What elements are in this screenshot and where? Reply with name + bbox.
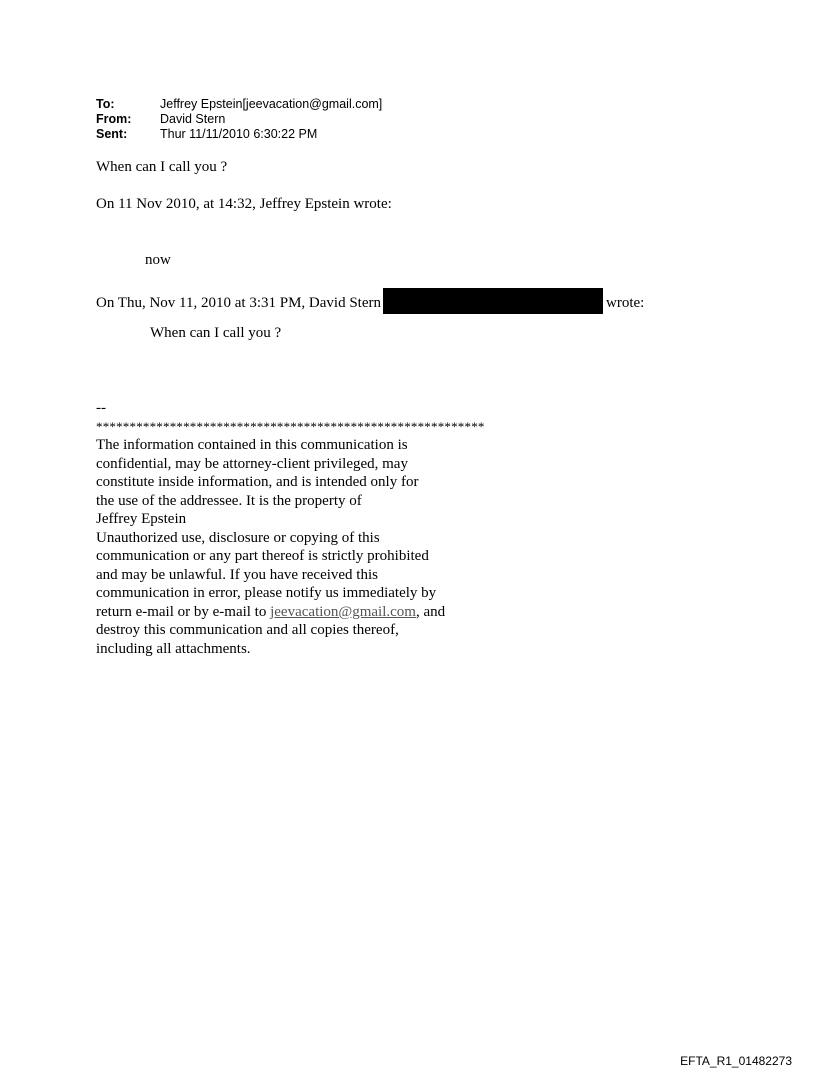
stars-divider: ********************************************************** xyxy=(96,418,485,434)
disclaimer-line: constitute inside information, and is intended only for xyxy=(96,474,419,490)
quote2-intro xyxy=(96,288,644,314)
from-value: David Stern xyxy=(160,112,226,126)
to-value: Jeffrey Epstein[jeevacation@gmail.com] xyxy=(160,97,383,111)
disclaimer-line: The information contained in this communication is xyxy=(96,437,408,453)
disclaimer-line: Jeffrey Epstein xyxy=(96,511,187,527)
sent-value: Thur 11/11/2010 6:30:22 PM xyxy=(160,127,318,141)
disclaimer xyxy=(96,399,485,658)
disclaimer-line: communication or any part thereof is strictly prohibited xyxy=(96,548,429,564)
sent-label: Sent: xyxy=(96,127,128,141)
to-label: To: xyxy=(96,97,115,111)
disclaimer-email-line xyxy=(96,603,485,622)
quote1-body: now xyxy=(145,252,171,268)
disclaimer-line: Unauthorized use, disclosure or copying of this xyxy=(96,529,380,546)
disclaimer-line: destroy this communication and all copies thereof, xyxy=(96,622,399,638)
from-label: From: xyxy=(96,112,132,126)
disclaimer-line: confidential, may be attorney-client privileged, may xyxy=(96,455,408,472)
disclaimer-line: and may be unlawful. If you have received this xyxy=(96,566,378,583)
sent-row xyxy=(96,127,382,142)
email-line-before: return e-mail or by e-mail to xyxy=(96,603,271,620)
from-row xyxy=(96,112,382,127)
signature-separator: -- xyxy=(96,400,106,416)
email-line-after: , and xyxy=(415,603,446,620)
message-body: When can I call you ? xyxy=(96,159,228,175)
to-row xyxy=(96,97,382,112)
document-id: EFTA_R1_01482273 xyxy=(680,1054,792,1068)
quote2-intro-before: On Thu, Nov 11, 2010 at 3:31 PM, David Stern xyxy=(96,295,381,311)
email-header xyxy=(96,97,382,142)
disclaimer-line: the use of the addressee. It is the property of xyxy=(96,492,362,509)
redaction-block xyxy=(383,288,603,314)
disclaimer-line: including all attachments. xyxy=(96,640,251,657)
disclaimer-line: communication in error, please notify us immediately by xyxy=(96,585,437,601)
quote2-body: When can I call you ? xyxy=(150,325,282,341)
quote1-intro: On 11 Nov 2010, at 14:32, Jeffrey Epstein wrote: xyxy=(96,196,392,212)
email-link[interactable]: jeevacation@gmail.com xyxy=(270,603,416,620)
quote2-intro-after: wrote: xyxy=(606,295,645,311)
